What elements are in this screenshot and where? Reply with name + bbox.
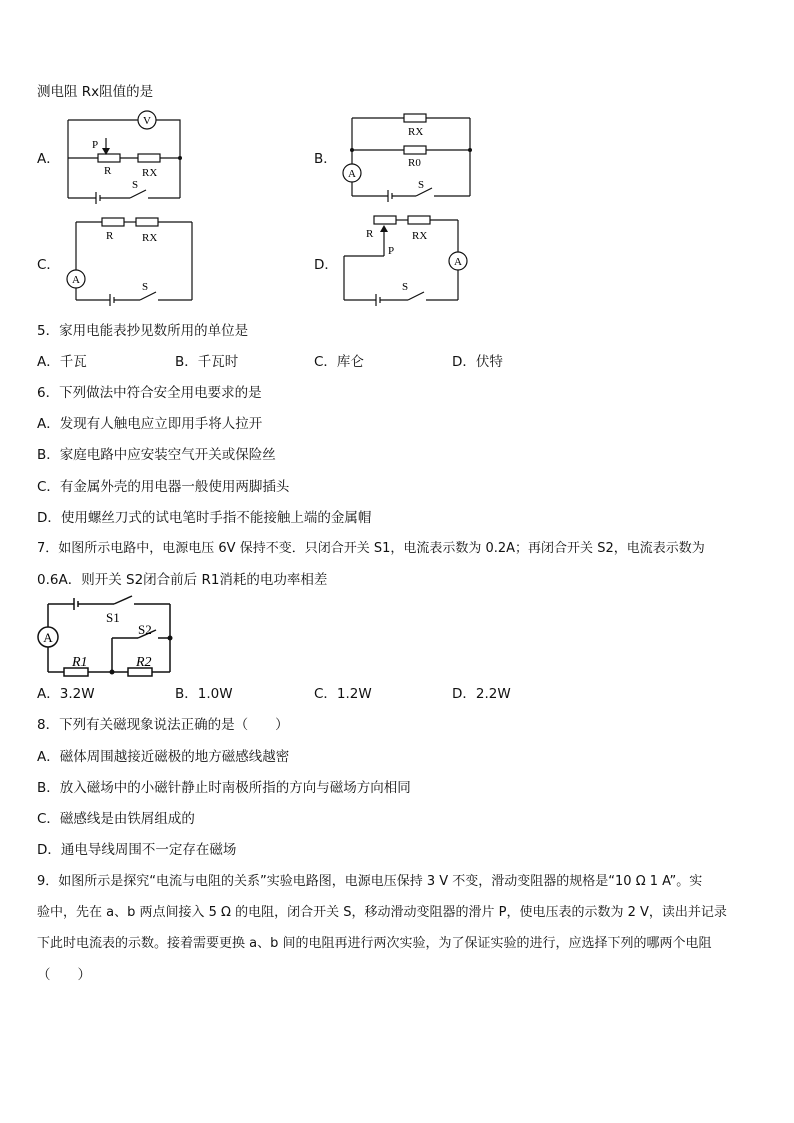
q7-option-b: B．1.0W <box>175 686 233 702</box>
switch-label: S <box>142 281 149 293</box>
rx-label: RX <box>408 126 424 138</box>
q5-option-a: A．千瓦 <box>37 354 87 370</box>
q8-option-c: C．磁感线是由铁屑组成的 <box>37 811 195 827</box>
q4-option-d-circuit <box>338 210 474 306</box>
r0-label: R0 <box>408 157 421 169</box>
q9-line2: 验中，先在 a、b 两点间接入 5 Ω 的电阻，闭合开关 S，移动滑动变阻器的滑片 P，使电压表的示数为 2 V，读出并记录 <box>37 905 727 920</box>
q7-stem-line1: 7．如图所示电路中，电源电压 6V 保持不变．只闭合开关 S1，电流表示数为 0.2A；再闭合开关 S2，电流表示数为 <box>37 541 705 556</box>
q4-stem: 测电阻 Rx阻值的是 <box>37 84 154 100</box>
pointer-label: P <box>388 245 395 257</box>
q7-stem-line2: 0.6A．则开关 S2闭合前后 R1消耗的电功率相差 <box>37 572 328 588</box>
q9-line3: 下此时电流表的示数。接着需要更换 a、b 间的电阻再进行两次实验，为了保证实验的进行，应选择下列的哪两个电阻 <box>37 936 712 951</box>
q5-option-d: D．伏特 <box>452 354 503 370</box>
q5-stem: 5．家用电能表抄见数所用的单位是 <box>37 323 249 339</box>
q6-option-a: A．发现有人触电应立即用手将人拉开 <box>37 416 263 432</box>
q8-option-a: A．磁体周围越接近磁极的地方磁感线越密 <box>37 749 290 765</box>
ammeter-label: A <box>43 630 53 645</box>
r2-label: R2 <box>136 655 152 670</box>
q4-option-c-circuit <box>62 214 198 306</box>
q9-line4: （ ） <box>37 967 91 983</box>
q7-option-c: C．1.2W <box>314 686 372 702</box>
q6-stem: 6．下列做法中符合安全用电要求的是 <box>37 385 262 401</box>
q8-stem: 8．下列有关磁现象说法正确的是（ ） <box>37 717 289 733</box>
rx-label: RX <box>142 232 158 244</box>
q6-option-c: C．有金属外壳的用电器一般使用两脚插头 <box>37 479 290 495</box>
q4-option-a-circuit <box>60 108 190 204</box>
q7-option-d: D．2.2W <box>452 686 511 702</box>
r-label: R <box>106 230 114 242</box>
ammeter-label: A <box>348 168 356 180</box>
q6-option-d: D．使用螺丝刀式的试电笔时手指不能接触上端的金属帽 <box>37 510 372 526</box>
switch-label: S <box>418 179 425 191</box>
r1-label: R1 <box>72 655 88 670</box>
rx-label: RX <box>142 167 158 179</box>
s2-label: S2 <box>138 622 152 637</box>
switch-label: S <box>402 281 409 293</box>
rheostat-label: R <box>366 228 374 240</box>
q5-option-b: B．千瓦时 <box>175 354 239 370</box>
q7-circuit <box>36 594 180 680</box>
pointer-label: P <box>92 139 99 151</box>
voltmeter-label: V <box>143 115 151 127</box>
s1-label: S1 <box>106 610 120 625</box>
q8-option-d: D．通电导线周围不一定存在磁场 <box>37 842 237 858</box>
ammeter-label: A <box>454 256 462 268</box>
q7-option-a: A．3.2W <box>37 686 95 702</box>
rx-label: RX <box>412 230 428 242</box>
q4-option-d-letter: D． <box>314 257 338 273</box>
q4-option-b-circuit <box>338 108 478 202</box>
q4-option-c-letter: C． <box>37 257 60 273</box>
q5-option-c: C．库仑 <box>314 354 364 370</box>
q6-option-b: B．家庭电路中应安装空气开关或保险丝 <box>37 447 276 463</box>
q9-line1: 9．如图所示是探究“电流与电阻的关系”实验电路图，电源电压保持 3 V 不变，滑动变阻器的规格是“10 Ω 1 A”。实 <box>37 874 703 889</box>
q8-option-b: B．放入磁场中的小磁针静止时南极所指的方向与磁场方向相同 <box>37 780 411 796</box>
rheostat-label: R <box>104 165 112 177</box>
ammeter-label: A <box>72 274 80 286</box>
q4-option-a-letter: A． <box>37 151 60 167</box>
q4-option-b-letter: B． <box>314 151 337 167</box>
switch-label: S <box>132 179 139 191</box>
